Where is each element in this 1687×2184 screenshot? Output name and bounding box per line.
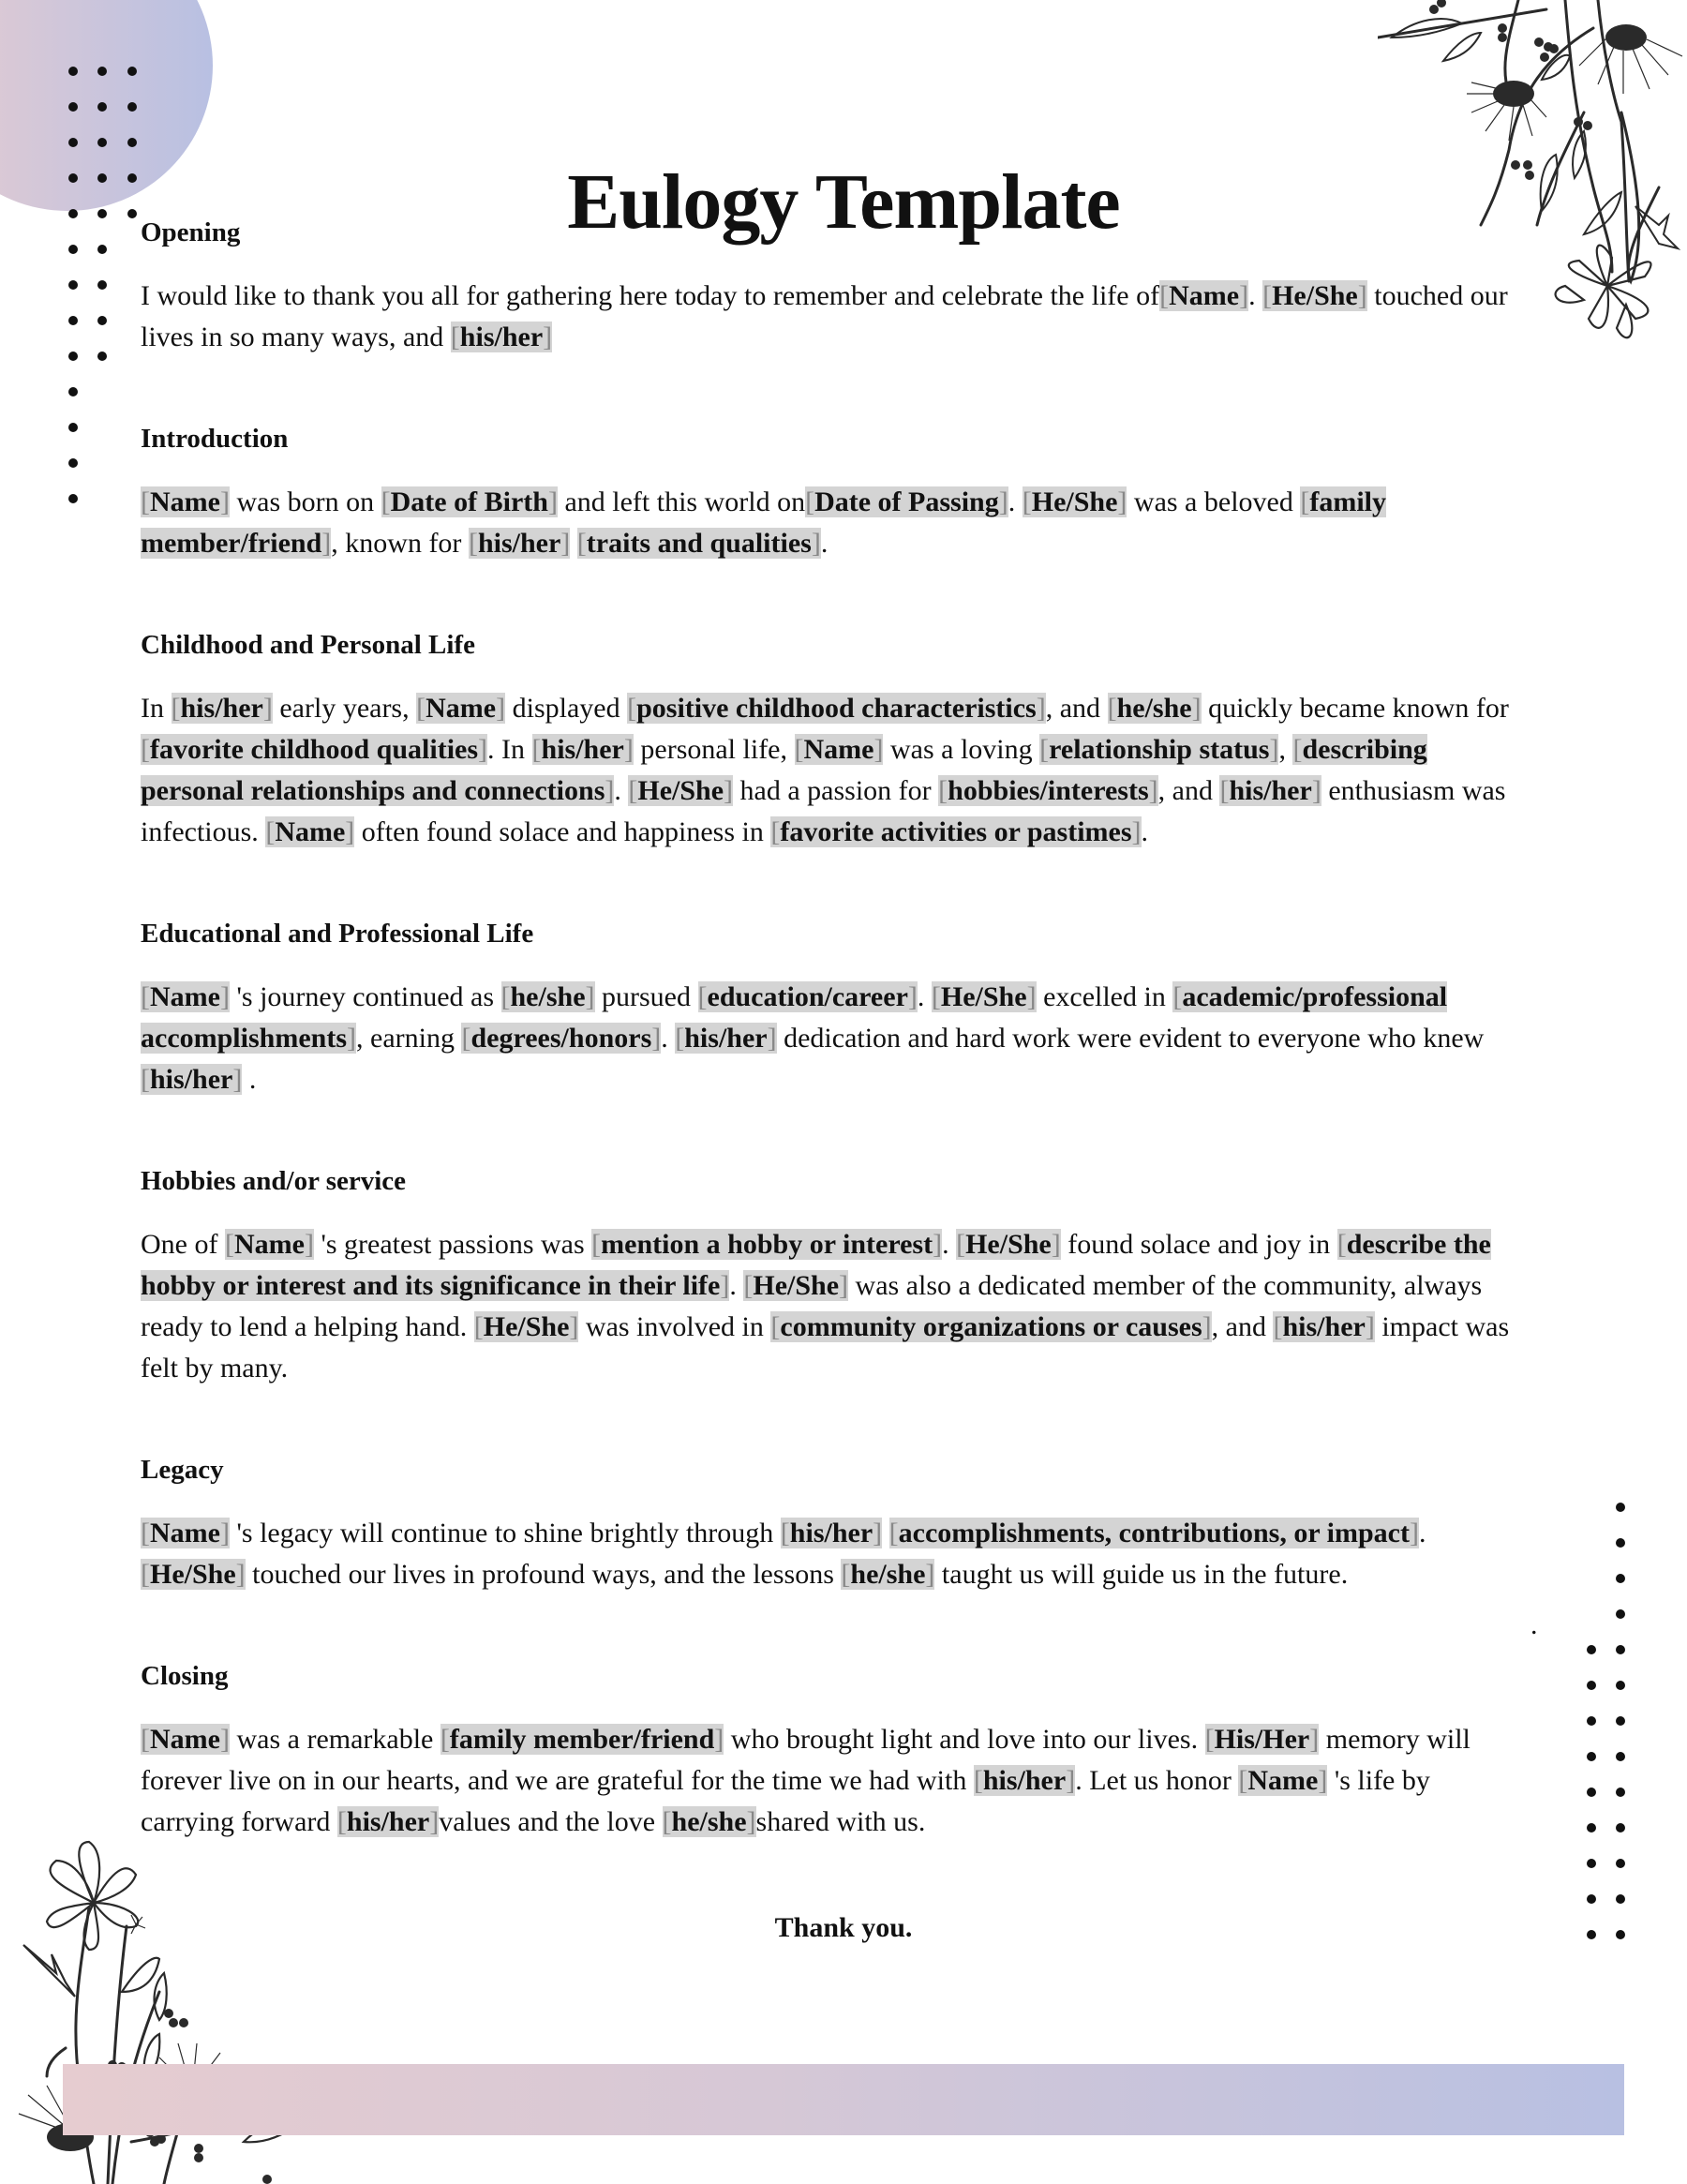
bracket-close: ] bbox=[560, 528, 571, 559]
bracket-close: ] bbox=[720, 1270, 730, 1301]
section-paragraph: I would like to thank you all for gathering here today to remember and celebrate the life of[Name]. [He/She] touched our lives in so many ways, and [his/her] bbox=[141, 280, 1508, 352]
placeholder-field[interactable] bbox=[141, 1559, 246, 1590]
decorative-dot bbox=[1616, 1894, 1625, 1904]
placeholder-field[interactable] bbox=[675, 1023, 776, 1054]
bracket-open: [ bbox=[1159, 280, 1170, 311]
placeholder-text: he/she bbox=[1116, 693, 1192, 724]
bracket-open: [ bbox=[416, 693, 426, 724]
placeholder-text: he/she bbox=[510, 981, 586, 1012]
bracket-close: ] bbox=[345, 816, 355, 847]
placeholder-text: hobbies/interests bbox=[948, 775, 1149, 806]
bracket-open: [ bbox=[336, 1806, 347, 1837]
placeholder-text: family member/friend bbox=[449, 1724, 715, 1755]
bracket-close: ] bbox=[1365, 1311, 1375, 1342]
bracket-close: ] bbox=[714, 1724, 724, 1755]
bracket-close: ] bbox=[496, 693, 506, 724]
bracket-open: [ bbox=[576, 528, 587, 559]
bracket-close: ] bbox=[235, 1559, 246, 1590]
placeholder-field[interactable] bbox=[172, 693, 273, 724]
placeholder-text: relationship status bbox=[1049, 734, 1270, 765]
placeholder-text: academic/professional accomplishments bbox=[141, 981, 1448, 1054]
decorative-dot bbox=[1616, 1503, 1625, 1512]
bracket-open: [ bbox=[743, 1270, 754, 1301]
placeholder-field[interactable] bbox=[141, 1518, 230, 1548]
bracket-close: ] bbox=[746, 1806, 756, 1837]
placeholder-text: Name bbox=[150, 1518, 220, 1548]
bracket-close: ] bbox=[1036, 693, 1046, 724]
bracket-close: ] bbox=[623, 734, 634, 765]
placeholder-field[interactable] bbox=[628, 775, 733, 806]
bracket-open: [ bbox=[265, 816, 276, 847]
bracket-open: [ bbox=[141, 1724, 150, 1755]
placeholder-text: Name bbox=[150, 1724, 220, 1755]
placeholder-text: Name bbox=[233, 1229, 305, 1260]
section-educational-and-professional-life bbox=[141, 913, 1528, 1100]
bracket-close: ] bbox=[873, 1518, 883, 1548]
placeholder-field[interactable] bbox=[1262, 280, 1367, 311]
placeholder-text: traits and qualities bbox=[586, 528, 812, 559]
placeholder-text: Date of Birth bbox=[390, 486, 548, 517]
placeholder-field[interactable] bbox=[841, 1559, 934, 1590]
placeholder-text: his/her bbox=[180, 693, 263, 724]
bracket-close: ] bbox=[1357, 280, 1367, 311]
decorative-dot bbox=[1616, 1752, 1625, 1761]
bracket-open: [ bbox=[473, 1311, 484, 1342]
bracket-close: ] bbox=[873, 734, 884, 765]
bracket-close: ] bbox=[767, 1023, 777, 1054]
placeholder-field[interactable] bbox=[1108, 693, 1202, 724]
bracket-close: ] bbox=[262, 693, 273, 724]
decorative-dot bbox=[1616, 1823, 1625, 1832]
bracket-open: [ bbox=[468, 528, 478, 559]
decorative-dot bbox=[97, 352, 107, 361]
bracket-open: [ bbox=[1336, 1229, 1347, 1260]
placeholder-text: education/career bbox=[707, 981, 908, 1012]
placeholder-text: his/her bbox=[1282, 1311, 1366, 1342]
bracket-open: [ bbox=[141, 486, 150, 517]
bracket-open: [ bbox=[675, 1023, 685, 1054]
placeholder-field[interactable] bbox=[889, 1518, 1419, 1548]
bracket-open: [ bbox=[591, 1229, 602, 1260]
bracket-close: ] bbox=[304, 1229, 314, 1260]
bracket-open: [ bbox=[841, 1559, 851, 1590]
placeholder-text: He/She bbox=[483, 1311, 570, 1342]
stray-period: . bbox=[1530, 1609, 1538, 1640]
placeholder-field[interactable] bbox=[469, 528, 570, 559]
decorative-dot bbox=[97, 138, 107, 147]
bracket-close: ] bbox=[219, 981, 230, 1012]
placeholder-field[interactable] bbox=[781, 1518, 882, 1548]
bracket-close: ] bbox=[219, 486, 230, 517]
bracket-open: [ bbox=[381, 486, 391, 517]
placeholder-text: positive childhood characteristics bbox=[636, 693, 1037, 724]
placeholder-field[interactable] bbox=[627, 693, 1046, 724]
placeholder-field[interactable] bbox=[416, 693, 505, 724]
bracket-open: [ bbox=[224, 1229, 234, 1260]
placeholder-text: favorite childhood qualities bbox=[150, 734, 479, 765]
placeholder-text: his/her bbox=[477, 528, 561, 559]
section-paragraph: One of [Name] 's greatest passions was [mention a hobby or interest]. [He/She] found solace and joy in [describe the hobby or interest and its significance in their life]. [He/She] was also a dedicated member of the community, always ready to lend a helping hand. [He/She] was involved in [community organizations or causes], and [his/her] impact was felt by many. bbox=[141, 1229, 1510, 1384]
decorative-dot bbox=[1616, 1859, 1625, 1868]
decorative-dot bbox=[97, 245, 107, 254]
bracket-close: ] bbox=[1148, 775, 1158, 806]
placeholder-field[interactable] bbox=[1219, 775, 1321, 806]
bracket-close: ] bbox=[811, 528, 821, 559]
bracket-open: [ bbox=[1238, 1765, 1248, 1796]
placeholder-text: describing personal relationships and connections bbox=[141, 734, 1427, 806]
bracket-open: [ bbox=[662, 1806, 672, 1837]
decorative-dot bbox=[127, 102, 137, 112]
section-paragraph: [Name] was born on [Date of Birth] and left this world on[Date of Passing]. [He/She] was a beloved [family member/friend], known for [his/her] [traits and qualities]. bbox=[141, 486, 1386, 559]
placeholder-text: He/She bbox=[637, 775, 724, 806]
placeholder-field[interactable] bbox=[1039, 734, 1278, 765]
bracket-close: ] bbox=[1202, 1311, 1212, 1342]
bracket-open: [ bbox=[697, 981, 708, 1012]
section-heading: Legacy bbox=[141, 1455, 224, 1485]
placeholder-field[interactable] bbox=[591, 1229, 942, 1260]
placeholder-text: Name bbox=[150, 981, 220, 1012]
section-paragraph: [Name] 's legacy will continue to shine brightly through [his/her] [accomplishments, contributions, or impact]. [He/She] touched our lives in profound ways, and the lessons [he/she] taught us will guide us in the future. bbox=[141, 1518, 1426, 1590]
section-heading: Opening bbox=[141, 217, 241, 247]
decorative-dot bbox=[68, 67, 78, 76]
placeholder-text: He/She bbox=[753, 1270, 840, 1301]
placeholder-text: He/She bbox=[1031, 486, 1118, 517]
decorative-dot bbox=[68, 316, 78, 325]
placeholder-text: his/her bbox=[459, 322, 544, 352]
placeholder-field[interactable] bbox=[141, 1064, 242, 1095]
placeholder-text: degrees/honors bbox=[470, 1023, 652, 1054]
placeholder-field[interactable] bbox=[770, 1311, 1211, 1342]
bracket-close: ] bbox=[1239, 280, 1249, 311]
placeholder-text: his/her bbox=[982, 1765, 1067, 1796]
decorative-dot bbox=[1616, 1681, 1625, 1690]
placeholder-text: He/She bbox=[1272, 280, 1358, 311]
bracket-open: [ bbox=[1219, 775, 1230, 806]
bracket-open: [ bbox=[1204, 1724, 1215, 1755]
bracket-close: ] bbox=[1051, 1229, 1061, 1260]
decorative-dot bbox=[68, 102, 78, 112]
placeholder-field[interactable] bbox=[440, 1724, 724, 1755]
bracket-open: [ bbox=[1022, 486, 1032, 517]
bracket-close: ] bbox=[1066, 1765, 1076, 1796]
section-legacy bbox=[141, 1449, 1528, 1595]
decorative-dot bbox=[97, 67, 107, 76]
bracket-close: ] bbox=[1117, 486, 1127, 517]
bracket-open: [ bbox=[973, 1765, 983, 1796]
bracket-close: ] bbox=[569, 1311, 579, 1342]
decorative-dot bbox=[1616, 1645, 1625, 1654]
decorative-dot bbox=[127, 138, 137, 147]
bracket-open: [ bbox=[141, 734, 150, 765]
placeholder-field[interactable] bbox=[974, 1765, 1075, 1796]
decorative-dot bbox=[1616, 1716, 1625, 1726]
placeholder-text: Name bbox=[150, 486, 220, 517]
placeholder-field[interactable] bbox=[474, 1311, 579, 1342]
placeholder-field[interactable] bbox=[461, 1023, 661, 1054]
bracket-close: ] bbox=[1026, 981, 1037, 1012]
bracket-close: ] bbox=[1309, 1724, 1320, 1755]
bracket-open: [ bbox=[628, 775, 638, 806]
section-closing bbox=[141, 1655, 1528, 1843]
bracket-open: [ bbox=[794, 734, 804, 765]
placeholder-field[interactable] bbox=[451, 322, 552, 352]
placeholder-text: he/she bbox=[850, 1559, 926, 1590]
decorative-dot bbox=[1616, 1788, 1625, 1797]
bracket-close: ] bbox=[547, 486, 558, 517]
bracket-open: [ bbox=[1039, 734, 1050, 765]
bracket-open: [ bbox=[1292, 734, 1303, 765]
bracket-close: ] bbox=[1409, 1518, 1419, 1548]
bracket-open: [ bbox=[938, 775, 948, 806]
placeholder-text: Date of Passing bbox=[814, 486, 999, 517]
bracket-open: [ bbox=[956, 1229, 966, 1260]
decorative-dot bbox=[68, 352, 78, 361]
bracket-close: ] bbox=[724, 775, 734, 806]
bracket-open: [ bbox=[461, 1023, 471, 1054]
bracket-close: ] bbox=[347, 1023, 356, 1054]
bracket-open: [ bbox=[1172, 981, 1183, 1012]
bracket-open: [ bbox=[141, 1559, 150, 1590]
placeholder-text: his/her bbox=[541, 734, 624, 765]
placeholder-field[interactable] bbox=[698, 981, 918, 1012]
placeholder-field[interactable] bbox=[265, 816, 354, 847]
decorative-dot bbox=[97, 280, 107, 290]
bracket-open: [ bbox=[141, 1518, 150, 1548]
placeholder-field[interactable] bbox=[805, 486, 1008, 517]
bracket-close: ] bbox=[1269, 734, 1279, 765]
bracket-open: [ bbox=[780, 1518, 790, 1548]
bracket-close: ] bbox=[543, 322, 553, 352]
placeholder-text: he/she bbox=[671, 1806, 747, 1837]
placeholder-text: He/She bbox=[150, 1559, 236, 1590]
closing-thank-you: Thank you. bbox=[774, 1912, 913, 1943]
bracket-close: ] bbox=[933, 1229, 943, 1260]
placeholder-text: His/Her bbox=[1214, 1724, 1310, 1755]
bracket-open: [ bbox=[440, 1724, 450, 1755]
placeholder-field[interactable] bbox=[938, 775, 1157, 806]
placeholder-text: his/her bbox=[346, 1806, 430, 1837]
placeholder-text: Name bbox=[425, 693, 497, 724]
decorative-dot bbox=[68, 458, 78, 468]
bracket-close: ] bbox=[1311, 775, 1321, 806]
placeholder-field[interactable] bbox=[225, 1229, 314, 1260]
bracket-open: [ bbox=[770, 816, 781, 847]
decorative-dot bbox=[1587, 1681, 1596, 1690]
bracket-close: ] bbox=[429, 1806, 440, 1837]
decorative-dot bbox=[1587, 1716, 1596, 1726]
bracket-open: [ bbox=[500, 981, 511, 1012]
placeholder-text: accomplishments, contributions, or impact bbox=[898, 1518, 1410, 1548]
section-heading: Introduction bbox=[141, 424, 289, 454]
section-heading: Childhood and Personal Life bbox=[141, 630, 475, 660]
placeholder-text: mention a hobby or interest bbox=[601, 1229, 933, 1260]
placeholder-text: his/her bbox=[150, 1064, 233, 1095]
bracket-open: [ bbox=[531, 734, 542, 765]
bracket-open: [ bbox=[171, 693, 181, 724]
decorative-dot bbox=[1587, 1645, 1596, 1654]
bracket-close: ] bbox=[1191, 693, 1202, 724]
decorative-dot bbox=[1587, 1823, 1596, 1832]
bracket-close: ] bbox=[651, 1023, 662, 1054]
bracket-close: ] bbox=[585, 981, 595, 1012]
placeholder-field[interactable] bbox=[141, 981, 230, 1012]
section-opening bbox=[141, 212, 1528, 358]
placeholder-field[interactable] bbox=[141, 1724, 230, 1755]
placeholder-text: community organizations or causes bbox=[780, 1311, 1202, 1342]
placeholder-field[interactable] bbox=[932, 981, 1037, 1012]
decorative-dot bbox=[1587, 1859, 1596, 1868]
decorative-dot bbox=[68, 423, 78, 432]
placeholder-field[interactable] bbox=[1023, 486, 1127, 517]
decorative-dot bbox=[1616, 1574, 1625, 1583]
bracket-open: [ bbox=[1107, 693, 1117, 724]
decorative-dot bbox=[68, 494, 78, 503]
placeholder-field[interactable] bbox=[1205, 1724, 1320, 1755]
bracket-close: ] bbox=[839, 1270, 849, 1301]
bracket-open: [ bbox=[450, 322, 460, 352]
decorative-gradient-bar bbox=[63, 2064, 1624, 2135]
bracket-close: ] bbox=[321, 528, 332, 559]
placeholder-text: He/She bbox=[940, 981, 1027, 1012]
bracket-close: ] bbox=[1318, 1765, 1328, 1796]
bracket-close: ] bbox=[907, 981, 918, 1012]
bracket-open: [ bbox=[888, 1518, 899, 1548]
section-hobbies-and-or-service bbox=[141, 1160, 1528, 1389]
placeholder-text: his/her bbox=[1229, 775, 1312, 806]
placeholder-field[interactable] bbox=[141, 734, 487, 765]
placeholder-text: his/her bbox=[684, 1023, 768, 1054]
placeholder-text: describe the hobby or interest and its significance in their life bbox=[141, 1229, 1491, 1301]
decorative-dot bbox=[97, 102, 107, 112]
placeholder-field[interactable] bbox=[1159, 280, 1248, 311]
bracket-close: ] bbox=[478, 734, 488, 765]
decorative-dot bbox=[1587, 1752, 1596, 1761]
bracket-open: [ bbox=[805, 486, 815, 517]
bracket-close: ] bbox=[219, 1518, 230, 1548]
decorative-dot bbox=[1616, 1609, 1625, 1619]
bracket-open: [ bbox=[627, 693, 637, 724]
decorative-dot bbox=[68, 387, 78, 396]
bracket-close: ] bbox=[925, 1559, 935, 1590]
decorative-dot bbox=[1587, 1894, 1596, 1904]
placeholder-text: Name bbox=[1169, 280, 1240, 311]
bracket-open: [ bbox=[141, 1064, 150, 1095]
decorative-dot bbox=[1616, 1538, 1625, 1548]
decorative-dot bbox=[68, 245, 78, 254]
bracket-open: [ bbox=[141, 981, 150, 1012]
placeholder-field[interactable] bbox=[337, 1806, 439, 1837]
bracket-open: [ bbox=[770, 1311, 781, 1342]
bracket-open: [ bbox=[931, 981, 941, 1012]
placeholder-field[interactable] bbox=[501, 981, 595, 1012]
bracket-open: [ bbox=[1273, 1311, 1283, 1342]
placeholder-text: Name bbox=[1247, 1765, 1319, 1796]
decorative-dot bbox=[97, 316, 107, 325]
bracket-open: [ bbox=[1262, 280, 1273, 311]
placeholder-field[interactable] bbox=[577, 528, 821, 559]
decorative-dot bbox=[68, 138, 78, 147]
section-heading: Hobbies and/or service bbox=[141, 1166, 407, 1196]
decorative-dot bbox=[68, 280, 78, 290]
section-heading: Educational and Professional Life bbox=[141, 919, 534, 949]
document-title: Eulogy Template bbox=[567, 158, 1120, 247]
placeholder-text: He/She bbox=[965, 1229, 1052, 1260]
placeholder-field[interactable] bbox=[770, 816, 1141, 847]
placeholder-text: favorite activities or pastimes bbox=[780, 816, 1132, 847]
placeholder-field[interactable] bbox=[795, 734, 884, 765]
section-paragraph: [Name] was a remarkable [family member/friend] who brought light and love into our lives. [His/Her] memory will forever live on in our hearts, and we are grateful for the time we had with [his/her]. Let us honor [Name] 's life by carrying forward [his/her]values and the love [he/she]shared with us. bbox=[141, 1724, 1471, 1837]
placeholder-field[interactable] bbox=[532, 734, 634, 765]
placeholder-text: Name bbox=[275, 816, 346, 847]
section-paragraph: [Name] 's journey continued as [he/she] pursued [education/career]. [He/She] excelled in [academic/professional accomplishments], earning [degrees/honors]. [his/her] dedication and hard work were evident to everyone who knew [his/her] . bbox=[141, 981, 1485, 1095]
placeholder-field[interactable] bbox=[743, 1270, 848, 1301]
section-introduction bbox=[141, 418, 1528, 564]
placeholder-field[interactable] bbox=[663, 1806, 756, 1837]
decorative-dot bbox=[127, 67, 137, 76]
bracket-close: ] bbox=[232, 1064, 243, 1095]
placeholder-text: family member/friend bbox=[141, 486, 1386, 559]
bracket-close: ] bbox=[1131, 816, 1142, 847]
placeholder-field[interactable] bbox=[1238, 1765, 1327, 1796]
placeholder-field[interactable] bbox=[1273, 1311, 1374, 1342]
bracket-close: ] bbox=[998, 486, 1008, 517]
section-paragraph: In [his/her] early years, [Name] displayed [positive childhood characteristics], and [he/she] quickly became known for [favorite childhood qualities]. In [his/her] personal life, [Name] was a loving [relationship status], [describing personal relationships and connections]. [He/She] had a passion for [hobbies/interests], and [his/her] enthusiasm was infectious. [Name] often found solace and happiness in [favorite activities or pastimes]. bbox=[141, 693, 1509, 847]
placeholder-field[interactable] bbox=[381, 486, 558, 517]
section-childhood-and-personal-life bbox=[141, 624, 1528, 853]
placeholder-field[interactable] bbox=[141, 486, 230, 517]
document-body bbox=[141, 212, 1528, 1903]
placeholder-text: Name bbox=[803, 734, 874, 765]
bracket-close: ] bbox=[605, 775, 615, 806]
placeholder-field[interactable] bbox=[956, 1229, 1061, 1260]
decorative-dot bbox=[1587, 1788, 1596, 1797]
placeholder-text: his/her bbox=[789, 1518, 873, 1548]
bracket-close: ] bbox=[219, 1724, 230, 1755]
bracket-open: [ bbox=[1300, 486, 1310, 517]
section-heading: Closing bbox=[141, 1661, 229, 1691]
